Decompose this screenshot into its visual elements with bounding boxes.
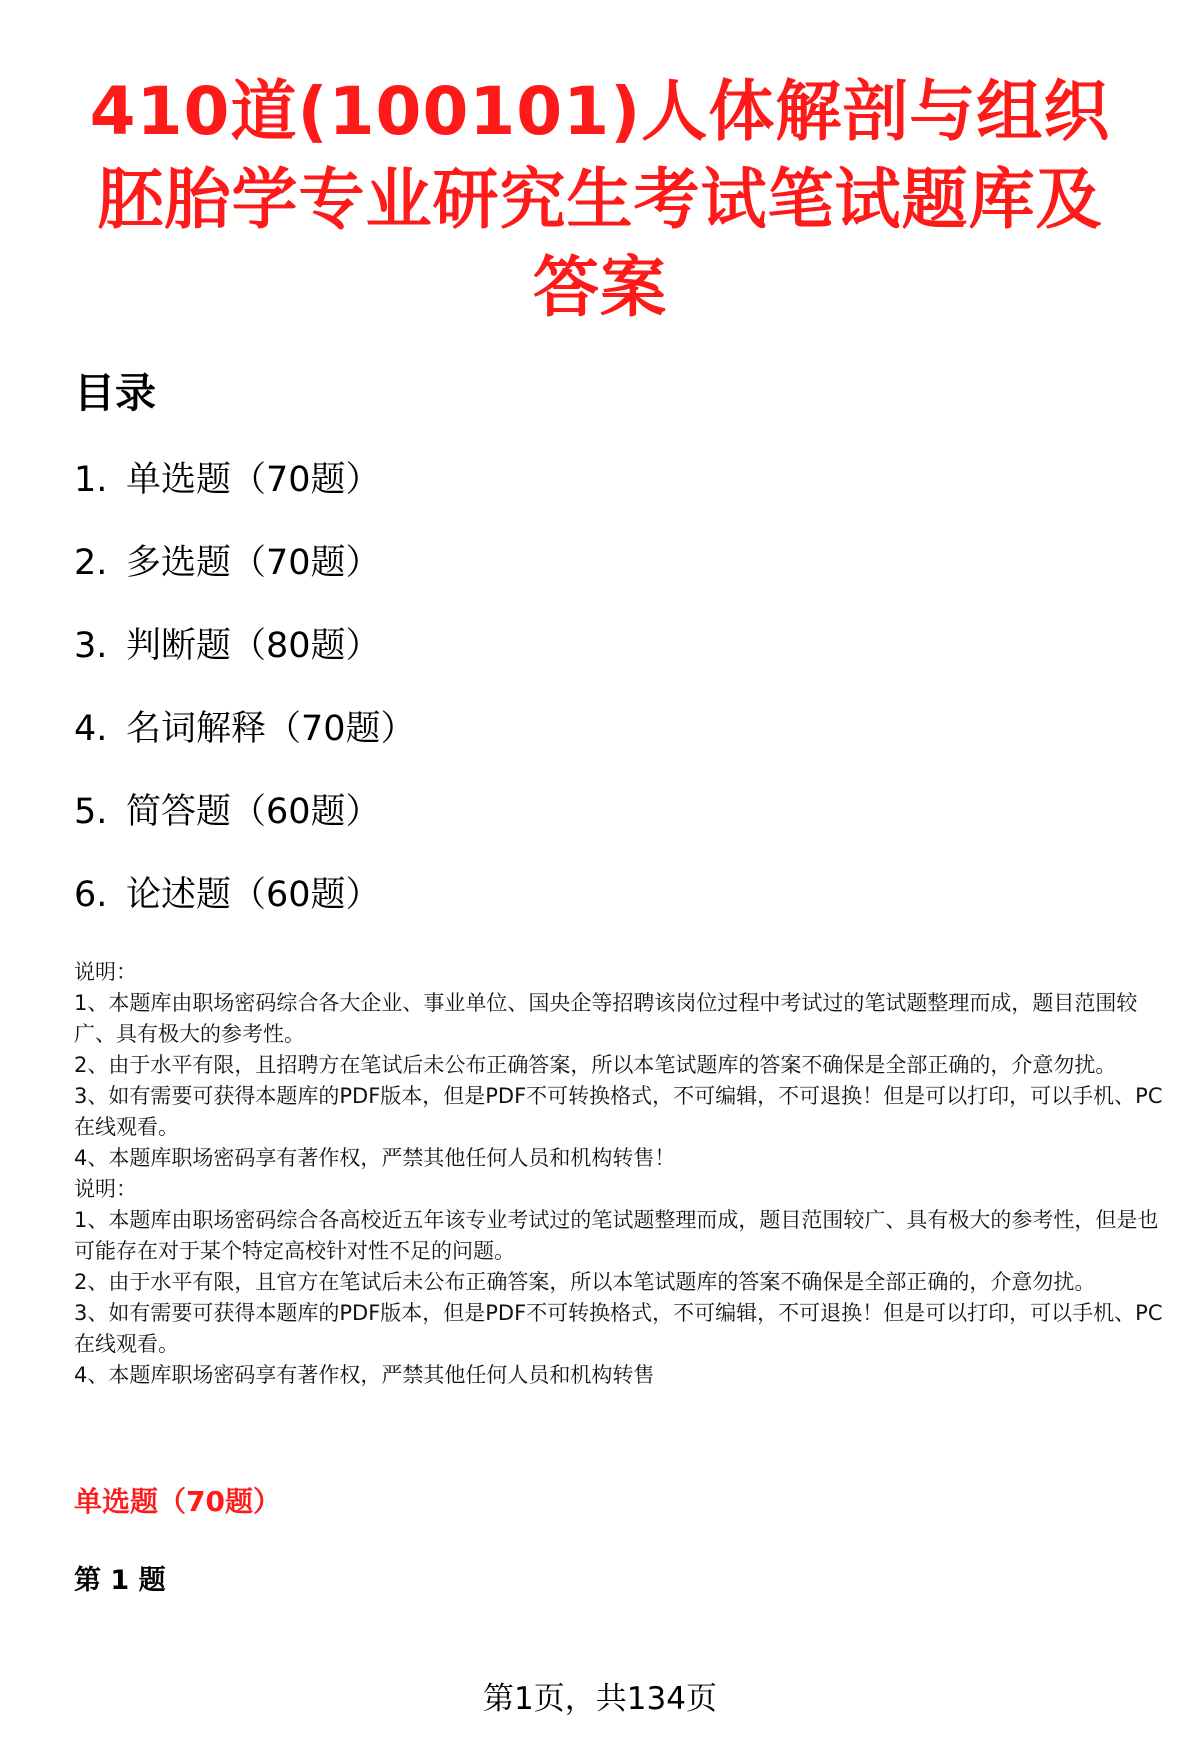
toc-item[interactable] [74, 455, 774, 538]
table-of-contents [74, 455, 774, 953]
toc-item-label: 论述题（60题） [126, 875, 381, 915]
toc-item-number: 5. [74, 792, 108, 832]
toc-item-number: 3. [74, 626, 108, 666]
toc-item[interactable] [74, 621, 774, 704]
notes-paragraph: 2、由于水平有限，且官方在笔试后未公布正确答案，所以本笔试题库的答案不确保是全部正确的，介意勿扰。 [74, 1270, 1096, 1294]
notes-paragraph: 3、如有需要可获得本题库的PDF版本，但是PDF不可转换格式，不可编辑，不可退换！但是可以打印，可以手机、PC在线观看。 [74, 1301, 1163, 1356]
toc-item-label: 简答题（60题） [126, 792, 381, 832]
toc-item[interactable] [74, 704, 774, 787]
notes-paragraph: 2、由于水平有限，且招聘方在笔试后未公布正确答案，所以本笔试题库的答案不确保是全部正确的，介意勿扰。 [74, 1053, 1117, 1077]
toc-item-label: 名词解释（70题） [126, 709, 416, 749]
toc-item-number: 2. [74, 543, 108, 583]
section-title: 单选题（70题） [74, 1485, 281, 1518]
notes-heading: 说明： [74, 1177, 137, 1201]
toc-item-label: 多选题（70题） [126, 543, 381, 583]
toc-item-number: 1. [74, 460, 108, 500]
notes-paragraph: 3、如有需要可获得本题库的PDF版本，但是PDF不可转换格式，不可编辑，不可退换！但是可以打印，可以手机、PC在线观看。 [74, 1084, 1163, 1139]
document-title: 410道(100101)人体解剖与组织胚胎学专业研究生考试笔试题库及答案 [89, 73, 1111, 326]
toc-item[interactable] [74, 538, 774, 621]
page-footer: 第1页，共134页 [483, 1681, 717, 1717]
question-number: 第 1 题 [74, 1565, 166, 1596]
toc-item-number: 4. [74, 709, 108, 749]
toc-item-label: 单选题（70题） [126, 460, 381, 500]
notes-heading: 说明： [74, 960, 137, 984]
notes-paragraph: 1、本题库由职场密码综合各大企业、事业单位、国央企等招聘该岗位过程中考试过的笔试题整理而成，题目范围较广、具有极大的参考性。 [74, 991, 1138, 1046]
toc-item[interactable] [74, 870, 774, 953]
toc-heading: 目录 [74, 369, 156, 417]
toc-item-label: 判断题（80题） [126, 626, 381, 666]
notes-paragraph: 4、本题库职场密码享有著作权，严禁其他任何人员和机构转售 [74, 1363, 655, 1387]
notes-paragraph: 1、本题库由职场密码综合各高校近五年该专业考试过的笔试题整理而成，题目范围较广、具有极大的参考性，但是也可能存在对于某个特定高校针对性不足的问题。 [74, 1208, 1159, 1263]
notes-paragraph: 4、本题库职场密码享有著作权，严禁其他任何人员和机构转售！ [74, 1146, 676, 1170]
toc-item-number: 6. [74, 875, 108, 915]
notes-section [74, 957, 1174, 1391]
toc-item[interactable] [74, 787, 774, 870]
